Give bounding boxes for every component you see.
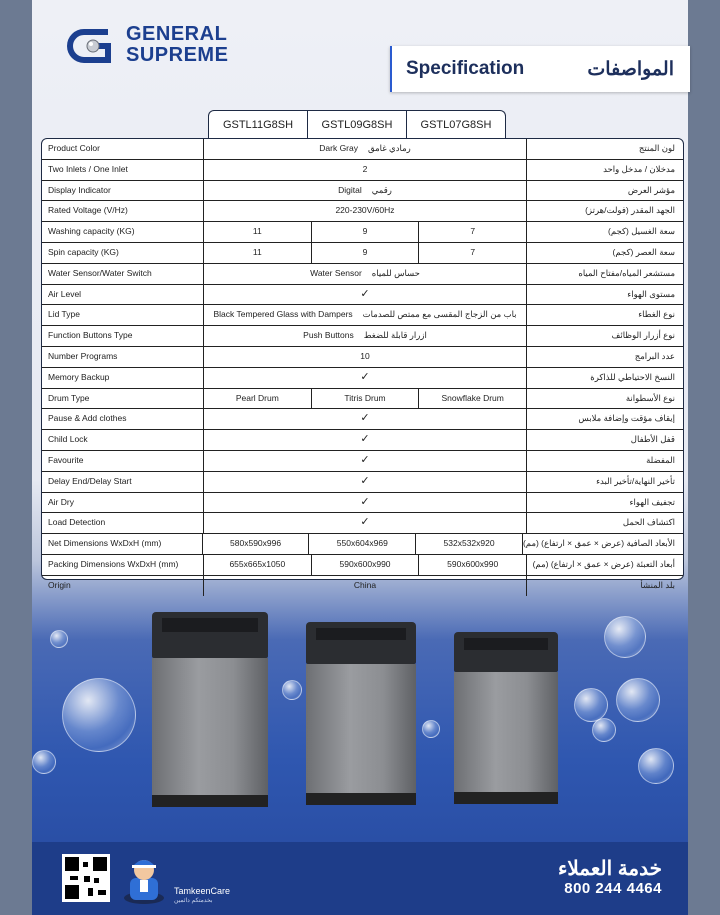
- spec-value-model-2: 9: [312, 243, 420, 263]
- spec-value-model-3: 7: [470, 246, 476, 257]
- spec-label-en: Net Dimensions WxDxH (mm): [42, 534, 203, 554]
- spec-label-ar: سعة العصر (كجم): [612, 246, 675, 257]
- spec-label-en: Lid Type: [42, 305, 204, 325]
- spec-label-en: Air Level: [42, 285, 204, 305]
- spec-label-en: Child Lock: [42, 430, 204, 450]
- spec-label-en: Load Detection: [42, 513, 204, 533]
- product-image: [32, 600, 688, 820]
- spec-values: [204, 222, 527, 242]
- check-icon: ✓: [360, 474, 370, 487]
- spec-label-en: Memory Backup: [42, 368, 204, 388]
- spec-values: [204, 555, 527, 575]
- bubble: [592, 718, 616, 742]
- model-2: GSTL09G8SH: [308, 111, 407, 139]
- spec-values: [204, 451, 527, 471]
- spec-value-en: Push Buttons: [303, 330, 354, 341]
- spec-label-ar: تأخير النهاية/تأخير البدء: [596, 475, 675, 486]
- spec-values: [204, 389, 527, 409]
- spec-values: [204, 201, 527, 221]
- spec-row: [42, 368, 683, 389]
- spec-label-ar: النسخ الاحتياطي للذاكرة: [590, 371, 675, 382]
- brand-name: [126, 24, 228, 66]
- check-icon: ✓: [360, 453, 370, 466]
- spec-label-ar: مدخلان / مدخل واحد: [603, 163, 675, 174]
- spec-row: [42, 243, 683, 264]
- spec-row: [42, 451, 683, 472]
- spec-label-ar: الجهد المقدر (فولت/هرتز): [585, 205, 675, 216]
- spec-value-model-3: Snowflake Drum: [441, 392, 504, 403]
- spec-value-en: 2: [362, 163, 368, 174]
- spec-value-model-2: 550x604x969: [309, 534, 416, 554]
- spec-value: [204, 576, 526, 596]
- spec-row: [42, 222, 683, 243]
- spec-label-en: Water Sensor/Water Switch: [42, 264, 204, 284]
- spec-value-ar: حساس للمياه: [371, 267, 420, 278]
- spec-value-model-1: 11: [204, 222, 312, 242]
- spec-label-ar: عدد البرامج: [634, 350, 675, 361]
- spec-values: [204, 409, 527, 429]
- spec-value-en: Dark Gray: [319, 143, 358, 153]
- customer-service-label: خدمة العملاء: [557, 858, 662, 880]
- bubble: [638, 748, 674, 784]
- spec-values: [204, 513, 527, 533]
- spec-values: [204, 139, 527, 159]
- model-header: [208, 110, 506, 139]
- spec-row: [42, 389, 683, 410]
- spec-value: [204, 201, 526, 221]
- spec-label-en: Washing capacity (KG): [42, 222, 204, 242]
- spec-label-en: Function Buttons Type: [42, 326, 204, 346]
- spec-label-en: Air Dry: [42, 493, 204, 513]
- spec-table: [41, 138, 684, 590]
- spec-value: [204, 139, 526, 159]
- spec-value-en: Black Tempered Glass with Dampers: [213, 309, 353, 320]
- spec-label-en: Spin capacity (KG): [42, 243, 204, 263]
- spec-value-model-2: 590x600x990: [312, 555, 420, 575]
- spec-label-en: Display Indicator: [42, 181, 204, 201]
- spec-label-ar: بلد المنشأ: [640, 579, 675, 590]
- spec-values: [204, 264, 527, 284]
- model-3: GSTL07G8SH: [420, 119, 492, 131]
- washer-small: [454, 632, 558, 804]
- spec-value-model-2: 9: [312, 222, 420, 242]
- spec-values: [204, 493, 527, 513]
- spec-values: [204, 326, 527, 346]
- spec-label-ar: قفل الأطفال: [630, 434, 675, 445]
- spec-label-ar: مستوى الهواء: [627, 288, 675, 299]
- spec-label-en: Origin: [42, 576, 204, 596]
- spec-values: [204, 430, 527, 450]
- spec-label-en: Product Color: [42, 139, 204, 159]
- spec-row: [42, 513, 683, 534]
- gs-logo-icon: [68, 26, 118, 66]
- spec-value: [204, 326, 526, 346]
- spec-label-ar: مؤشر العرض: [627, 184, 675, 195]
- check-icon: ✓: [360, 495, 370, 508]
- spec-row: [42, 285, 683, 306]
- customer-service-phone[interactable]: 800 244 4464: [564, 880, 662, 897]
- spec-row: [42, 430, 683, 451]
- spec-value: [204, 305, 526, 325]
- spec-label-en: Two Inlets / One Inlet: [42, 160, 204, 180]
- spec-label-ar: إيقاف مؤقت وإضافة ملابس: [578, 413, 675, 424]
- check-icon: ✓: [360, 370, 370, 383]
- model-1: GSTL11G8SH: [209, 111, 308, 139]
- bubble: [604, 616, 646, 658]
- spec-values: [204, 285, 527, 305]
- spec-label-en: Delay End/Delay Start: [42, 472, 204, 492]
- spec-value-model-3: 7: [470, 226, 476, 237]
- spec-label-ar: لون المنتج: [638, 143, 675, 153]
- spec-label-en: Packing Dimensions WxDxH (mm): [42, 555, 204, 575]
- spec-title-ar: المواصفات: [587, 59, 674, 80]
- spec-row: [42, 160, 683, 181]
- spec-label-en: Rated Voltage (V/Hz): [42, 201, 204, 221]
- bubble: [62, 678, 136, 752]
- bubble: [574, 688, 608, 722]
- bubble: [282, 680, 302, 700]
- check-icon: ✓: [360, 516, 370, 529]
- spec-value-en: 10: [360, 350, 370, 361]
- spec-label-en: Drum Type: [42, 389, 204, 409]
- specification-header: [390, 46, 690, 92]
- spec-label-ar: الأبعاد الصافية (عرض × عمق × ارتفاع) (مم): [522, 538, 675, 549]
- footer: [32, 842, 688, 915]
- spec-value: [204, 160, 526, 180]
- spec-value: [204, 347, 526, 367]
- spec-row: [42, 139, 683, 160]
- spec-value-model-1: 580x590x996: [203, 534, 310, 554]
- spec-label-en: Pause & Add clothes: [42, 409, 204, 429]
- check-icon: ✓: [360, 433, 370, 446]
- spec-row: [42, 201, 683, 222]
- spec-title-en: Specification: [406, 58, 525, 79]
- spec-label-ar: اكتشاف الحمل: [622, 517, 675, 528]
- spec-value: [204, 264, 526, 284]
- spec-value-model-3: 590x600x990: [447, 558, 499, 569]
- spec-value-ar: باب من الزجاج المقسى مع ممتص للصدمات: [362, 309, 517, 320]
- spec-label-ar: تجفيف الهواء: [629, 496, 675, 507]
- spec-label-ar: نوع أزرار الوظائف: [611, 330, 675, 341]
- washer-medium: [306, 622, 416, 805]
- bubble: [616, 678, 660, 722]
- spec-values: [204, 243, 527, 263]
- spec-label-ar: مستشعر المياه/مفتاح المياه: [578, 267, 675, 278]
- spec-row: [42, 472, 683, 493]
- bubble: [422, 720, 440, 738]
- spec-row: [42, 576, 683, 596]
- spec-label-ar: سعة الغسيل (كجم): [608, 226, 675, 237]
- spec-row: [42, 347, 683, 368]
- spec-values: [204, 472, 527, 492]
- technician-mascot-icon: [120, 854, 168, 904]
- check-icon: ✓: [360, 287, 370, 300]
- spec-value-model-1: 11: [204, 243, 312, 263]
- spec-value-en: Water Sensor: [310, 267, 362, 278]
- check-icon: ✓: [360, 412, 370, 425]
- spec-values: [204, 181, 527, 201]
- spec-label-ar: نوع الغطاء: [638, 309, 675, 320]
- spec-row: [42, 264, 683, 285]
- spec-values: [204, 368, 527, 388]
- spec-label-ar: أبعاد التعبئة (عرض × عمق × ارتفاع) (مم): [532, 558, 675, 569]
- spec-value-en: Digital: [338, 184, 362, 195]
- spec-value-ar: ازرار قابلة للضغط: [363, 330, 427, 341]
- spec-value-model-1: Pearl Drum: [204, 389, 312, 409]
- qr-code-icon: [62, 854, 110, 902]
- service-brand-tagline: بخدمتكم دائمين: [174, 898, 213, 904]
- spec-value-model-1: 655x665x1050: [204, 555, 312, 575]
- spec-row: [42, 409, 683, 430]
- spec-sheet: [32, 0, 688, 915]
- brand-line-2: SUPREME: [126, 44, 229, 66]
- spec-values: [204, 576, 527, 596]
- washer-large: [152, 612, 268, 807]
- spec-values: [204, 347, 527, 367]
- spec-row: [42, 493, 683, 514]
- bubble: [50, 630, 68, 648]
- spec-values: [204, 305, 527, 325]
- spec-row: [42, 555, 683, 576]
- spec-row: [42, 326, 683, 347]
- spec-value: [204, 181, 526, 201]
- service-brand: TamkeenCare: [174, 886, 231, 896]
- spec-value-ar: رمادي غامق: [368, 143, 411, 153]
- spec-label-ar: نوع الأسطوانة: [625, 392, 675, 403]
- spec-value-model-3: 532x532x920: [443, 538, 495, 549]
- spec-values: [204, 160, 527, 180]
- spec-value-model-2: Titris Drum: [312, 389, 420, 409]
- spec-value-en: 220-230V/60Hz: [335, 205, 395, 216]
- spec-values: [203, 534, 523, 554]
- spec-value-ar: رقمي: [371, 184, 392, 195]
- spec-label-en: Number Programs: [42, 347, 204, 367]
- bubble: [32, 750, 56, 774]
- spec-row: [42, 181, 683, 202]
- spec-row: [42, 534, 683, 555]
- brand-line-1: GENERAL: [126, 23, 228, 45]
- spec-label-ar: المفضلة: [646, 454, 675, 465]
- brand-logo: [68, 24, 248, 72]
- spec-value-en: China: [353, 579, 377, 590]
- spec-label-en: Favourite: [42, 451, 204, 471]
- spec-row: [42, 305, 683, 326]
